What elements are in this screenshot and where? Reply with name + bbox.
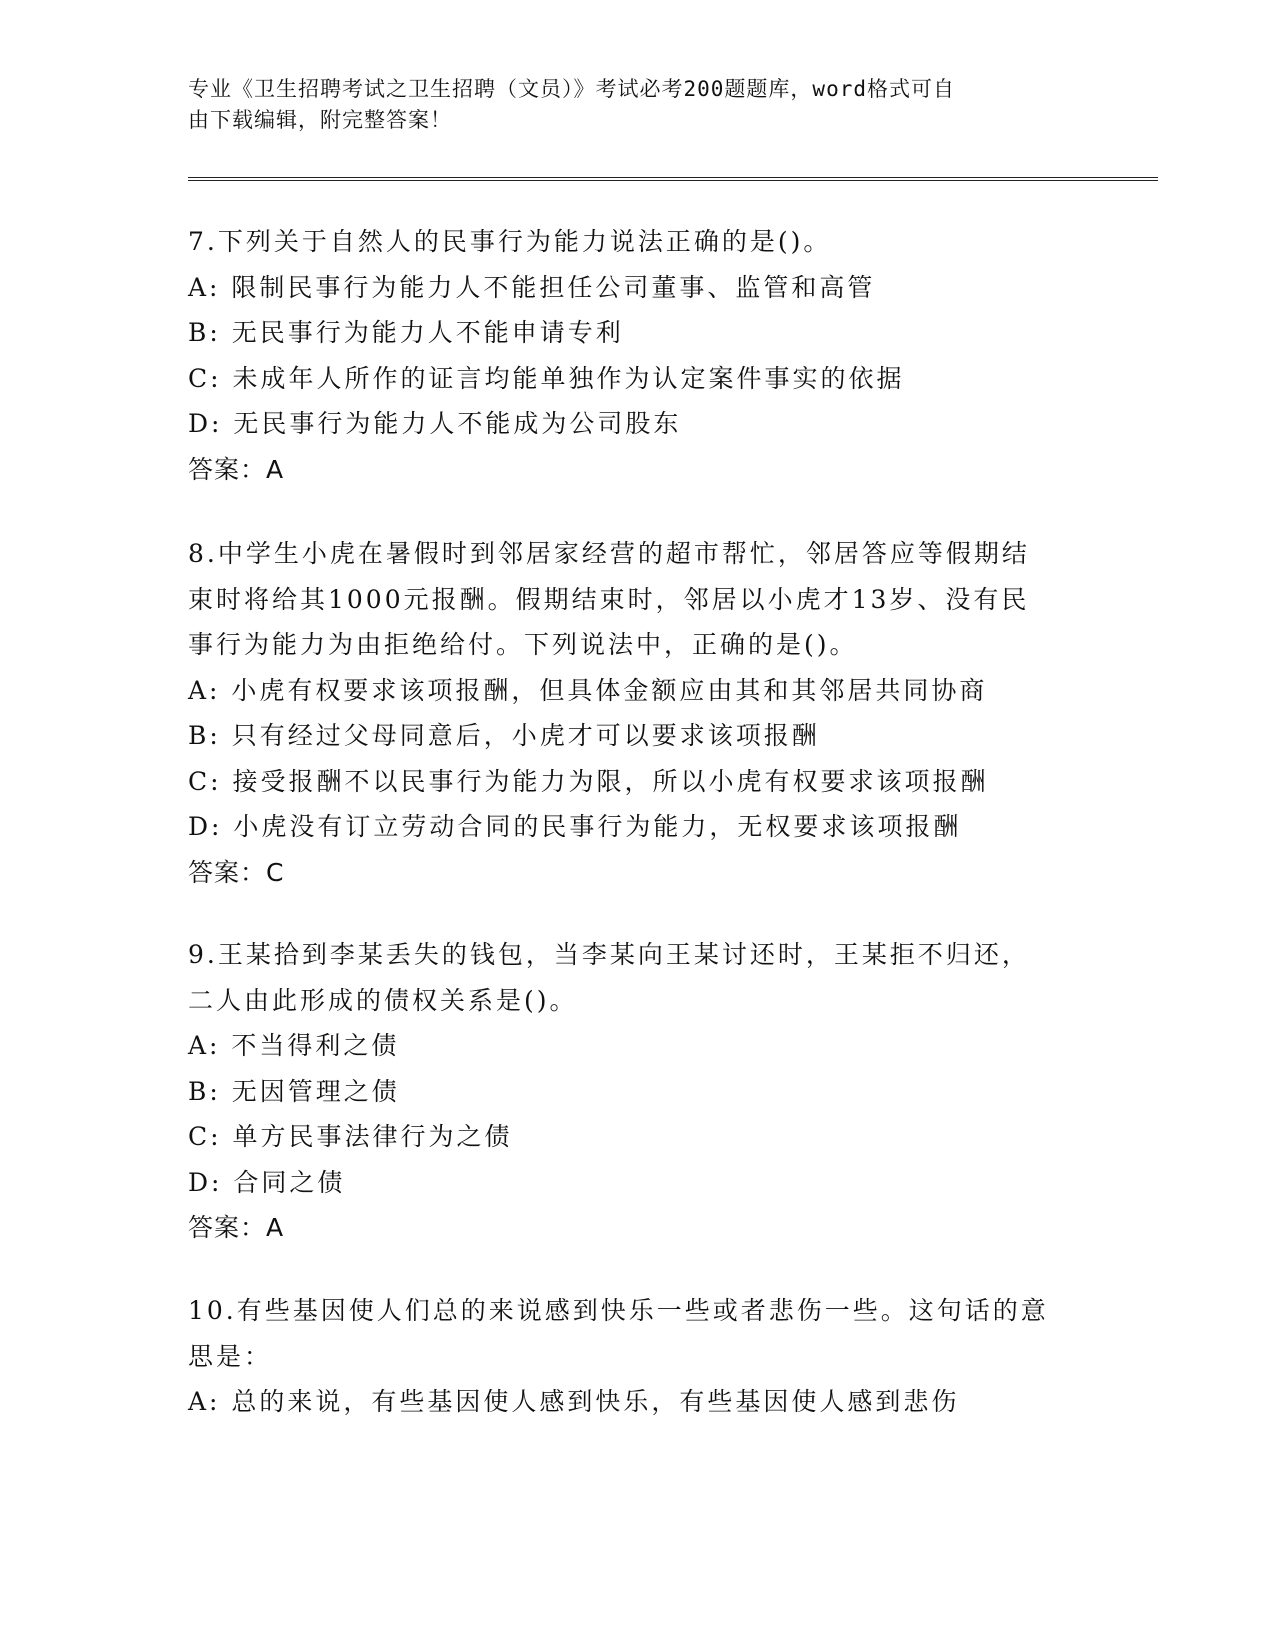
question-text: 束时将给其1000元报酬。假期结束时，邻居以小虎才13岁、没有民: [188, 584, 1030, 614]
question-7: [188, 219, 1088, 492]
question-text: 思是：: [188, 1341, 273, 1371]
option-b: B: 无民事行为能力人不能申请专利: [188, 318, 624, 347]
answer: 答案：A: [188, 454, 285, 484]
question-text: 8.中学生小虎在暑假时到邻居家经营的超市帮忙，邻居答应等假期结: [188, 539, 1030, 568]
header-line-1: 专业《卫生招聘考试之卫生招聘（文员）》考试必考200题题库，word格式可自: [188, 77, 955, 101]
option-b: B: 无因管理之债: [188, 1076, 400, 1106]
header-divider: [188, 177, 1158, 181]
option-b: B: 只有经过父母同意后，小虎才可以要求该项报酬: [188, 721, 820, 750]
option-c: C: 未成年人所作的证言均能单独作为认定案件事实的依据: [188, 363, 905, 393]
question-text: 10.有些基因使人们总的来说感到快乐一些或者悲伤一些。这句话的意: [188, 1296, 1049, 1325]
option-a: A: 不当得利之债: [188, 1031, 400, 1060]
question-8: [188, 531, 1088, 895]
question-text: 9.王某拾到李某丢失的钱包，当李某向王某讨还时，王某拒不归还，: [188, 940, 1030, 969]
option-d: D: 合同之债: [188, 1167, 346, 1197]
option-c: C: 单方民事法律行为之债: [188, 1122, 513, 1151]
header-line-2: 由下载编辑，附完整答案！: [188, 108, 452, 132]
option-a: A: 小虎有权要求该项报酬，但具体金额应由其和其邻居共同协商: [188, 675, 988, 705]
question-text: 事行为能力为由拒绝给付。下列说法中，正确的是()。: [188, 630, 858, 659]
answer: 答案：C: [188, 857, 285, 887]
page-header: [188, 74, 1088, 136]
question-text: 7.下列关于自然人的民事行为能力说法正确的是()。: [188, 227, 832, 256]
option-a: A: 总的来说，有些基因使人感到快乐，有些基因使人感到悲伤: [188, 1387, 960, 1416]
option-d: D: 无民事行为能力人不能成为公司股东: [188, 409, 682, 438]
answer: 答案：A: [188, 1213, 285, 1242]
option-d: D: 小虎没有订立劳动合同的民事行为能力，无权要求该项报酬: [188, 812, 962, 841]
question-text: 二人由此形成的债权关系是()。: [188, 985, 578, 1015]
option-c: C: 接受报酬不以民事行为能力为限，所以小虎有权要求该项报酬: [188, 766, 989, 796]
question-9: [188, 932, 1088, 1251]
option-a: A: 限制民事行为能力人不能担任公司董事、监管和高管: [188, 272, 876, 302]
question-10: [188, 1288, 1088, 1425]
